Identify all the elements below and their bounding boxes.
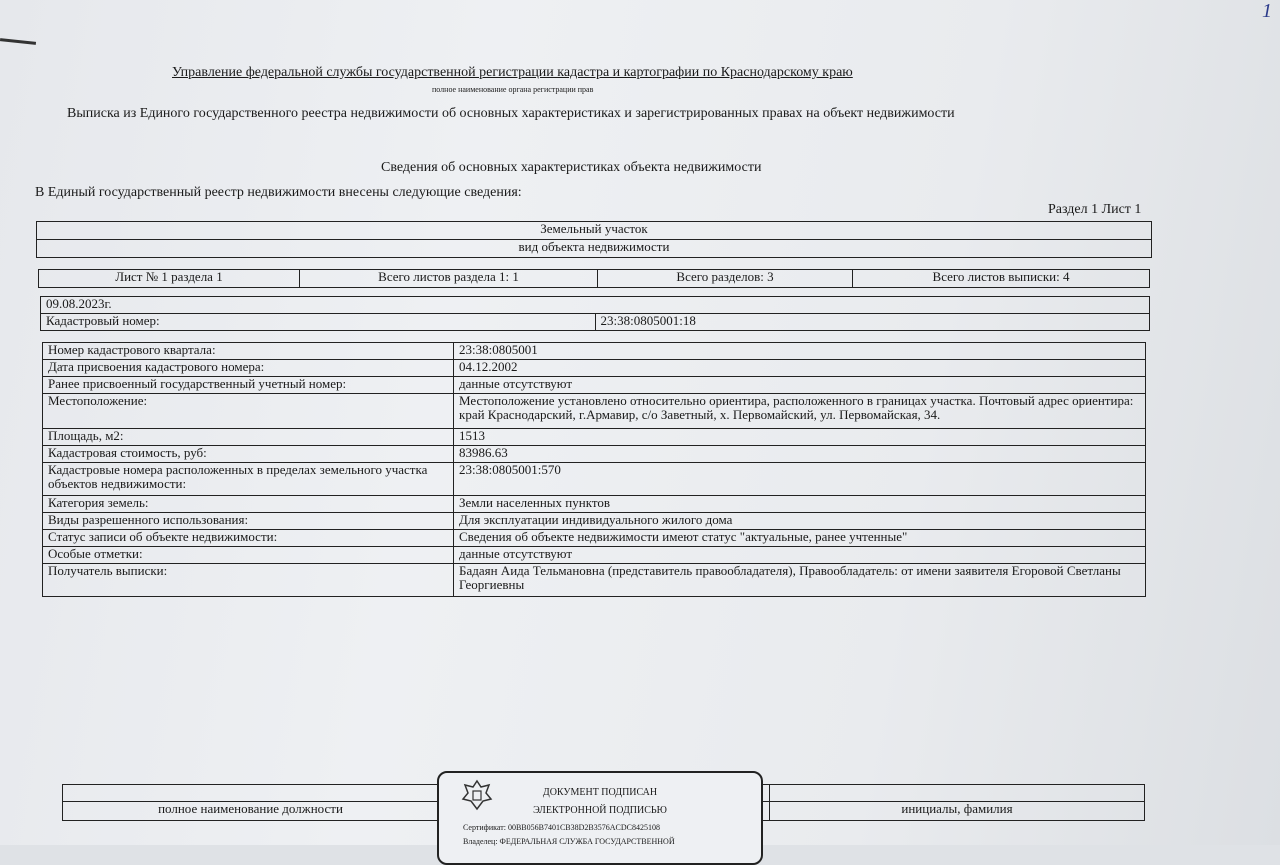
field-value: данные отсутствуют [454,547,1146,564]
field-value: 83986.63 [454,446,1146,463]
signature-position-cell [63,785,439,802]
table-row [43,530,1146,547]
extract-date: 09.08.2023г. [41,297,1150,314]
table-row [43,394,1146,429]
table-row [43,343,1146,360]
cadastral-number-value: 23:38:0805001:18 [595,314,1150,331]
sheet-number: Лист № 1 раздела 1 [39,270,300,288]
section-sheet-label: Раздел 1 Лист 1 [1048,202,1142,217]
field-label: Получатель выписки: [43,564,454,597]
field-label: Номер кадастрового квартала: [43,343,454,360]
stamp-line-1: ДОКУМЕНТ ПОДПИСАН [542,787,658,798]
table-row [43,429,1146,446]
field-value: Сведения об объекте недвижимости имеют статус "актуальные, ранее учтенные" [454,530,1146,547]
table-row [43,564,1146,597]
field-value: Для эксплуатации индивидуального жилого дома [454,513,1146,530]
stamp-line-2: ЭЛЕКТРОННОЙ ПОДПИСЬЮ [533,805,667,816]
field-value: 23:38:0805001 [454,343,1146,360]
field-label: Кадастровые номера расположенных в пределах земельного участка объектов недвижимости: [43,463,454,496]
cadastral-number-label: Кадастровый номер: [41,314,596,331]
total-sheets-extract: Всего листов выписки: 4 [853,270,1150,288]
corner-page-mark: 1 [1262,0,1272,22]
object-type-table [36,221,1152,258]
object-type: Земельный участок [37,222,1152,240]
total-sections: Всего разделов: 3 [598,270,853,288]
field-value: 04.12.2002 [454,360,1146,377]
field-value: данные отсутствуют [454,377,1146,394]
table-row [43,496,1146,513]
field-label: Виды разрешенного использования: [43,513,454,530]
field-value: Местоположение установлено относительно ориентира, расположенного в границах участка. Почтовый адрес ориентира: край Краснодарский, г.Армавир, с/о Заветный, х. Первомайский, ул. Первомайская, 34. [454,394,1146,429]
field-label: Дата присвоения кадастрового номера: [43,360,454,377]
field-value: 1513 [454,429,1146,446]
name-caption: инициалы, фамилия [770,802,1145,821]
stamp-owner: Владелец: ФЕДЕРАЛЬНАЯ СЛУЖБА ГОСУДАРСТВЕННОЙ [463,837,675,846]
stamp-certificate: Сертификат: 00BB056B7401CB38D2B3576ACDC8425108 [463,823,660,832]
field-label: Категория земель: [43,496,454,513]
field-label: Ранее присвоенный государственный учетный номер: [43,377,454,394]
cadastral-number-table [40,296,1150,331]
table-row [43,446,1146,463]
table-row [43,463,1146,496]
position-caption: полное наименование должности [63,802,439,821]
total-sheets-section: Всего листов раздела 1: 1 [300,270,598,288]
characteristics-table [42,342,1146,597]
field-value: Бадаян Аида Тельмановна (представитель правообладателя), Правообладатель: от имени заявителя Егоровой Светланы Георгиевны [454,564,1146,597]
table-row [43,547,1146,564]
extract-title: Выписка из Единого государственного реестра недвижимости об основных характеристиках и зарегистрированных правах на объект недвижимости [67,106,955,121]
field-label: Статус записи об объекте недвижимости: [43,530,454,547]
table-row [43,360,1146,377]
field-value: 23:38:0805001:570 [454,463,1146,496]
object-type-caption: вид объекта недвижимости [37,240,1152,258]
authority-name: Управление федеральной службы государственной регистрации кадастра и картографии по Краснодарскому краю [172,65,853,80]
table-row [43,513,1146,530]
section-title: Сведения об основных характеристиках объекта недвижимости [381,160,762,175]
intro-text: В Единый государственный реестр недвижимости внесены следующие сведения: [35,185,522,200]
field-label: Кадастровая стоимость, руб: [43,446,454,463]
sheet-info-table [38,269,1150,288]
table-row [43,377,1146,394]
field-label: Площадь, м2: [43,429,454,446]
field-label: Особые отметки: [43,547,454,564]
field-label: Местоположение: [43,394,454,429]
authority-caption: полное наименование органа регистрации прав [432,85,594,94]
electronic-signature-stamp [437,771,763,865]
signature-name-cell [770,785,1145,802]
field-value: Земли населенных пунктов [454,496,1146,513]
